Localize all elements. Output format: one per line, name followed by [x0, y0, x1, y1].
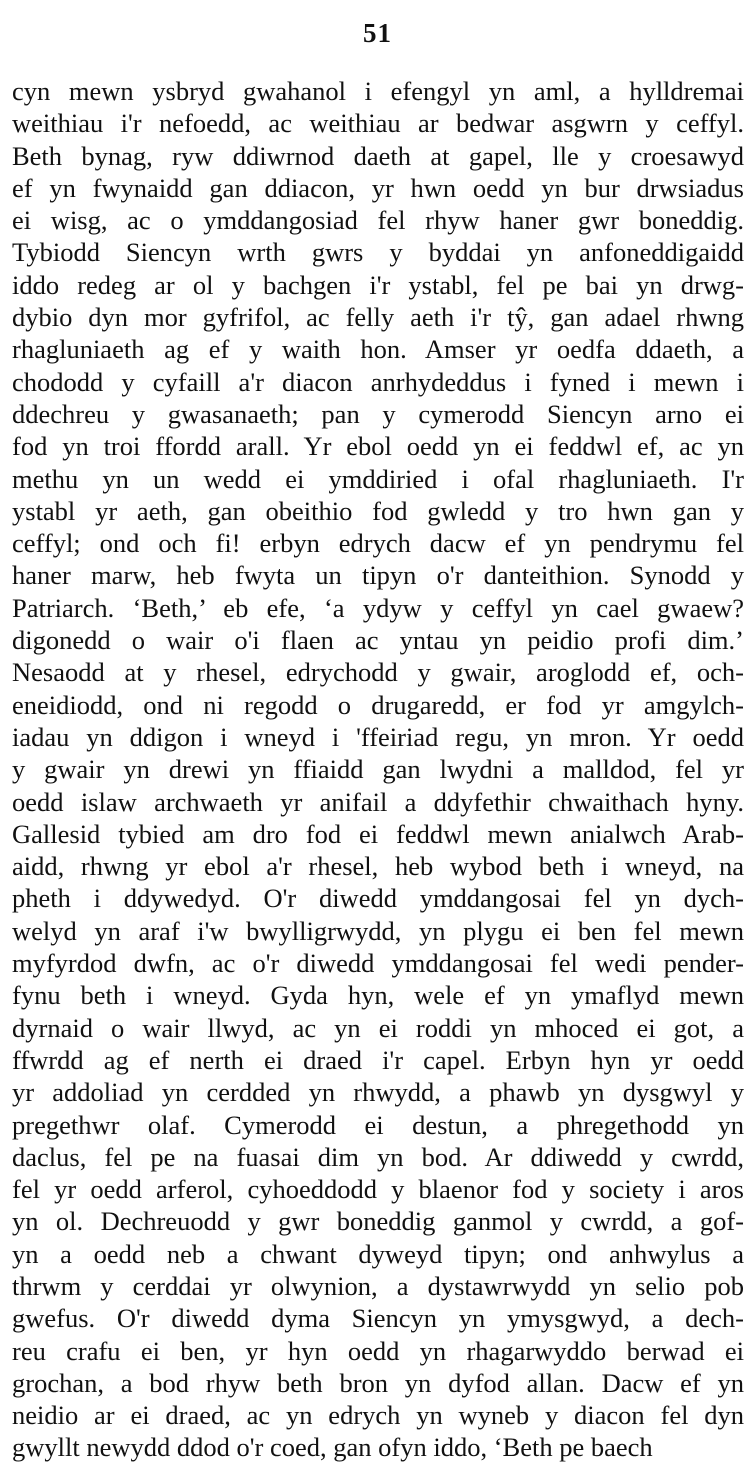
text-line: ddechreu y gwasanaeth; pan y cymerodd Siencyn arno ei: [12, 398, 744, 429]
text-line: yn ol. Dechreuodd y gwr boneddig ganmol y cwrdd, a gof-: [12, 1206, 744, 1237]
text-line: Tybiodd Siencyn wrth gwrs y byddai yn anfoneddigaidd: [12, 237, 744, 268]
text-line: dybio dyn mor gyfrifol, ac felly aeth i'r tŷ, gan adael rhwng: [12, 302, 744, 333]
text-line: Nesaodd at y rhesel, edrychodd y gwair, aroglodd ef, och-: [12, 657, 744, 688]
text-line: pregethwr olaf. Cymerodd ei destun, a phregethodd yn: [12, 1109, 744, 1140]
text-line: Beth bynag, ryw ddiwrnod daeth at gapel, lle y croesawyd: [12, 140, 744, 171]
text-line: aidd, rhwng yr ebol a'r rhesel, heb wybod beth i wneyd, na: [12, 851, 744, 882]
text-line: reu crafu ei ben, yr hyn oedd yn rhagarwyddo berwad ei: [12, 1335, 744, 1366]
text-line: iadau yn ddigon i wneyd i 'ffeiriad regu, yn mron. Yr oedd: [12, 721, 744, 752]
text-line: grochan, a bod rhyw beth bron yn dyfod allan. Dacw ef yn: [12, 1367, 744, 1398]
text-line: fynu beth i wneyd. Gyda hyn, wele ef yn ymaflyd mewn: [12, 980, 744, 1011]
text-line: rhagluniaeth ag ef y waith hon. Amser yr oedfa ddaeth, a: [12, 334, 744, 365]
text-line: ef yn fwynaidd gan ddiacon, yr hwn oedd yn bur drwsiadus: [12, 172, 744, 203]
text-line: cyn mewn ysbryd gwahanol i efengyl yn aml, a hylldremai: [12, 76, 744, 106]
text-line: methu yn un wedd ei ymddiried i ofal rhagluniaeth. I'r: [12, 463, 744, 494]
text-line: daclus, fel pe na fuasai dim yn bod. Ar ddiwedd y cwrdd,: [12, 1141, 744, 1172]
text-line: Patriarch. ‘Beth,’ eb efe, ‘a ydyw y ceffyl yn cael gwaew?: [12, 592, 744, 623]
text-line: welyd yn araf i'w bwylligrwydd, yn plygu ei ben fel mewn: [12, 915, 744, 946]
text-line: eneidiodd, ond ni regodd o drugaredd, er fod yr amgylch-: [12, 689, 744, 720]
text-line: digonedd o wair o'i flaen ac yntau yn peidio profi dim.’: [12, 625, 744, 656]
page-number: 51: [363, 18, 392, 48]
text-line: yn a oedd neb a chwant dyweyd tipyn; ond anhwylus a: [12, 1238, 744, 1269]
text-line: thrwm y cerddai yr olwynion, a dystawrwydd yn selio pob: [12, 1270, 744, 1301]
text-line: Gallesid tybied am dro fod ei feddwl mewn anialwch Arab-: [12, 818, 744, 849]
text-line: pheth i ddywedyd. O'r diwedd ymddangosai fel yn dych-: [12, 883, 744, 914]
text-line: ffwrdd ag ef nerth ei draed i'r capel. Erbyn hyn yr oedd: [12, 1044, 744, 1075]
text-line: iddo redeg ar ol y bachgen i'r ystabl, fel pe bai yn drwg-: [12, 269, 744, 300]
text-line: weithiau i'r nefoedd, ac weithiau ar bedwar asgwrn y ceffyl.: [12, 108, 744, 139]
text-line: ystabl yr aeth, gan obeithio fod gwledd y tro hwn gan y: [12, 495, 744, 526]
text-line: neidio ar ei draed, ac yn edrych yn wyneb y diacon fel dyn: [12, 1400, 744, 1431]
text-line: gwefus. O'r diwedd dyma Siencyn yn ymysgwyd, a dech-: [12, 1303, 744, 1334]
text-line: fel yr oedd arferol, cyhoeddodd y blaenor fod y society i aros: [12, 1174, 744, 1205]
text-line: oedd islaw archwaeth yr anifail a ddyfethir chwaithach hyny.: [12, 786, 744, 817]
text-line: ceffyl; ond och fi! erbyn edrych dacw ef yn pendrymu fel: [12, 528, 744, 559]
text-line: gwyllt newydd ddod o'r coed, gan ofyn iddo, ‘Beth pe baech: [12, 1432, 653, 1463]
text-line: ei wisg, ac o ymddangosiad fel rhyw haner gwr boneddig.: [12, 205, 744, 236]
text-line: yr addoliad yn cerdded yn rhwydd, a phawb yn dysgwyl y: [12, 1077, 744, 1108]
text-line: dyrnaid o wair llwyd, ac yn ei roddi yn mhoced ei got, a: [12, 1012, 744, 1043]
text-line: myfyrdod dwfn, ac o'r diwedd ymddangosai fel wedi pender-: [12, 948, 744, 979]
text-line: haner marw, heb fwyta un tipyn o'r danteithion. Synodd y: [12, 560, 744, 591]
body-text: [12, 75, 744, 1464]
text-line: y gwair yn drewi yn ffiaidd gan lwydni a malldod, fel yr: [12, 754, 744, 785]
text-line: fod yn troi ffordd arall. Yr ebol oedd yn ei feddwl ef, ac yn: [12, 431, 744, 462]
text-line: chododd y cyfaill a'r diacon anrhydeddus i fyned i mewn i: [12, 366, 744, 397]
